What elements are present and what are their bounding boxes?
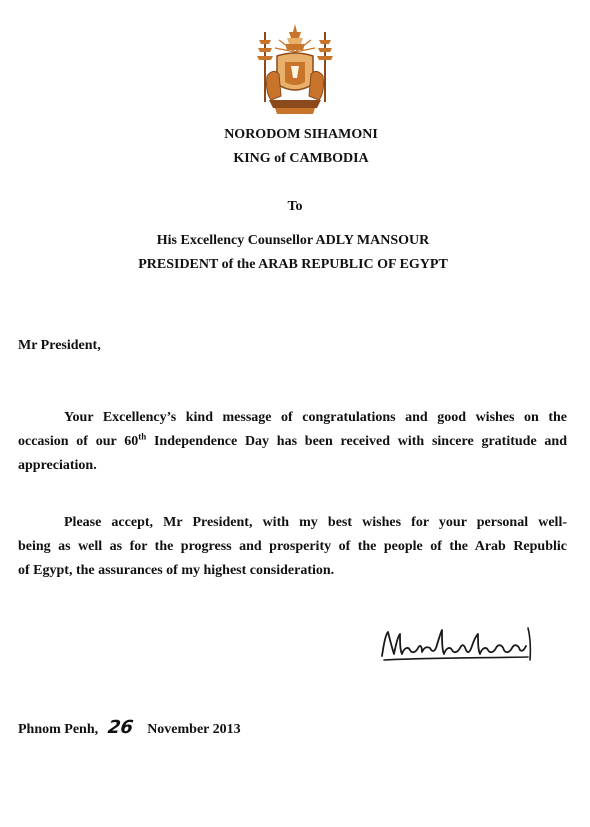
recipient-title: PRESIDENT of the ARAB REPUBLIC OF EGYPT bbox=[138, 257, 448, 272]
to-label: To bbox=[287, 199, 303, 214]
recipient-name: His Excellency Counsellor ADLY MANSOUR bbox=[156, 233, 430, 248]
body-paragraph-1 bbox=[18, 406, 567, 478]
paragraph-line: Please accept, Mr President, with my best wishes for your personal well- bbox=[64, 515, 567, 530]
salutation: Mr President, bbox=[18, 338, 101, 353]
handwritten-day: 26 bbox=[106, 717, 135, 738]
place: Phnom Penh, bbox=[18, 722, 99, 737]
ordinal-suffix: th bbox=[138, 431, 147, 442]
sender-name: NORODOM SIHAMONI bbox=[224, 127, 378, 142]
royal-arms-of-cambodia-icon bbox=[255, 22, 335, 118]
paragraph-line: Your Excellency’s kind message of congratulations and good wishes on the bbox=[64, 410, 567, 425]
place-and-date bbox=[18, 717, 241, 738]
signature bbox=[378, 622, 538, 666]
sender-title: KING of CAMBODIA bbox=[233, 151, 369, 166]
paragraph-line: being as well as for the progress and prosperity of the people of the Arab Republic bbox=[18, 539, 567, 554]
paragraph-line bbox=[18, 430, 567, 454]
body-paragraph-2 bbox=[18, 511, 567, 583]
paragraph-line: of Egypt, the assurances of my highest consideration. bbox=[18, 563, 335, 578]
paragraph-text: occasion of our 60 bbox=[18, 434, 139, 449]
paragraph-text: Independence Day has been received with sincere gratitude and bbox=[146, 434, 567, 449]
month-year: November 2013 bbox=[147, 722, 241, 737]
paragraph-line: appreciation. bbox=[18, 458, 97, 473]
